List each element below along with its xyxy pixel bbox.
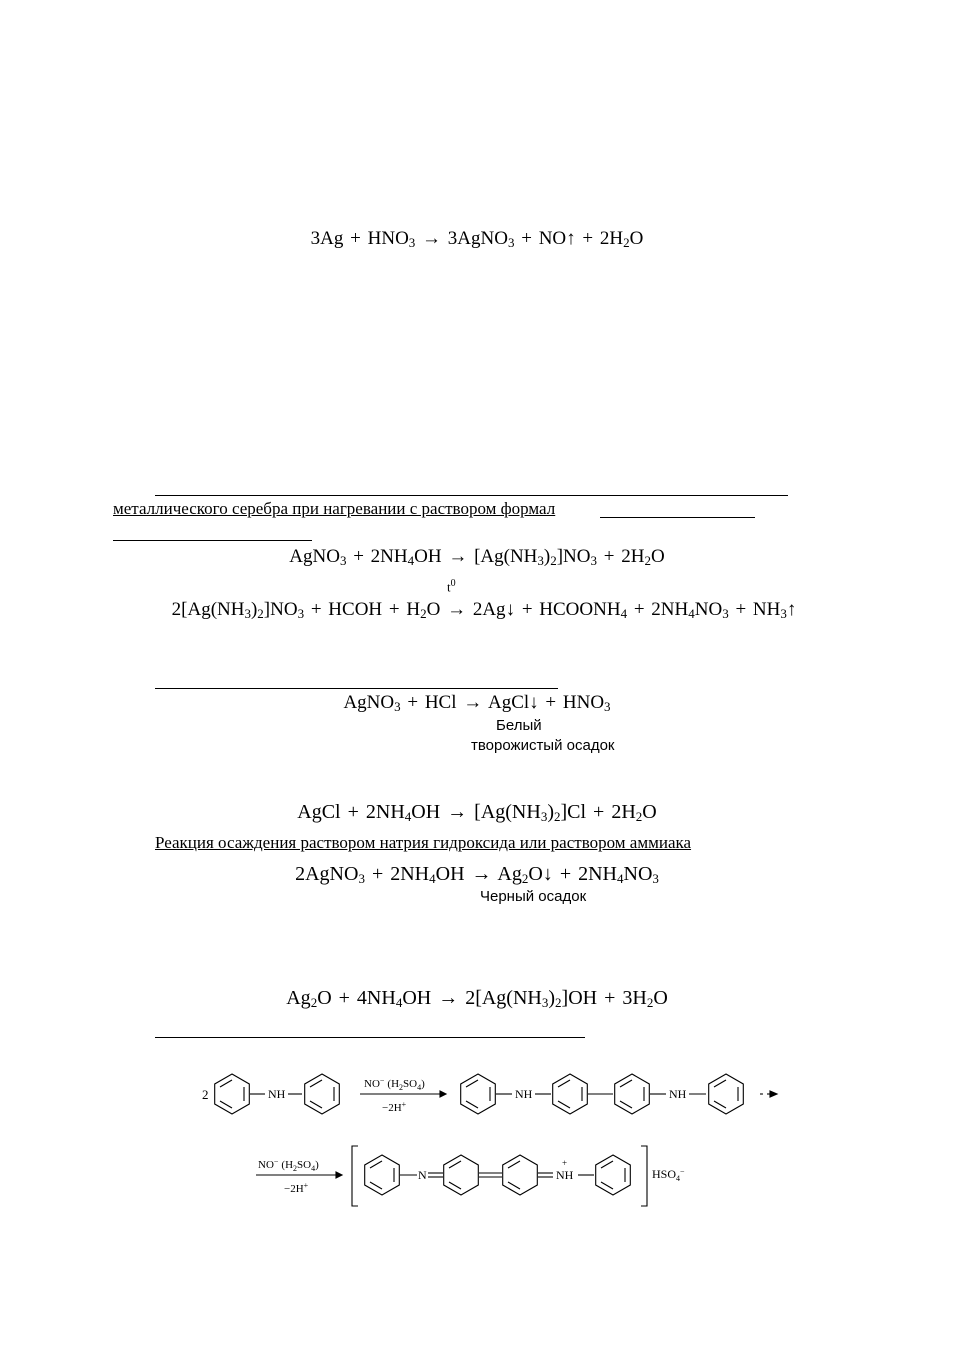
- equation-silver-chloride-dissolution: AgCl + $2NH_4OH \to [Ag(NH_3)_2]Cl + 2H_2O$: [297, 801, 657, 824]
- scheme-n-label: N: [418, 1168, 427, 1182]
- scheme-hso4-label: $HSO_4^-$: [652, 1167, 685, 1183]
- scheme-nh-label: NH: [669, 1087, 687, 1101]
- scheme-minus-2h: −2H+: [284, 1181, 309, 1195]
- precipitate-label-curdy: творожистый осадок: [471, 737, 615, 754]
- temperature-label: $t^0$: [447, 578, 456, 595]
- equation-silver-ammonia-complex: AgNO$_3$ + $2NH_4OH \to [Ag(NH_3)_2]NO_3 + 2H_2O$: [289, 546, 665, 568]
- equation-silver-mirror: $2[Ag(NH_3)_2]NO_3$ + HCOH + $H_2O$ → 2Ag↓ + $HCOONH_4 + 2NH_4NO_3$ + $NH_3↑$: [171, 599, 797, 621]
- scheme-minus-2h: −2H+: [382, 1100, 407, 1114]
- diphenylamine-scheme: [0, 1060, 954, 1260]
- equation-silver-nitric-acid: $3Ag + HNO_3$ → 3AgNO$_3$ + NO↑ + $2H_2O$: [310, 228, 644, 250]
- precipitate-label-black: Черный осадок: [480, 888, 587, 905]
- equation-silver-chloride: AgNO$_3$ + HCl → AgCl↓ + $HNO_3$: [343, 692, 611, 714]
- underline-rule: [600, 517, 755, 518]
- equation-silver-oxide-dissolution: $Ag_2O + 4NH_4OH \to 2[Ag(NH_3)_2]OH + 3H_2O$: [286, 987, 668, 1010]
- scheme-reagent-label: NO− $(H_2SO_4)$: [364, 1076, 425, 1092]
- underline-rule: [155, 495, 788, 496]
- underline-rule: [155, 1037, 585, 1038]
- scheme-nh-label: NH: [515, 1087, 533, 1101]
- precipitate-label-white: Белый: [496, 717, 542, 734]
- text-line-formaldehyde: металлического серебра при нагревании с раствором формал: [113, 499, 556, 518]
- scheme-coefficient: 2: [202, 1087, 209, 1102]
- scheme-nh-label: NH: [268, 1087, 286, 1101]
- equation-silver-oxide: 2AgNO$_3$ + $2NH_4OH$ → $Ag_2O↓ + 2NH_4NO_3$: [295, 863, 659, 886]
- scheme-reagent-label: NO− $(H_2SO_4)$: [258, 1157, 319, 1173]
- scheme-nh-label: NH: [556, 1168, 574, 1182]
- heading-precipitation-reaction: Реакция осаждения раствором натрия гидроксида или раствором аммиака: [155, 833, 692, 852]
- scheme-plus-charge: +: [562, 1158, 568, 1168]
- underline-rule: [155, 688, 558, 689]
- underline-rule: [113, 540, 312, 541]
